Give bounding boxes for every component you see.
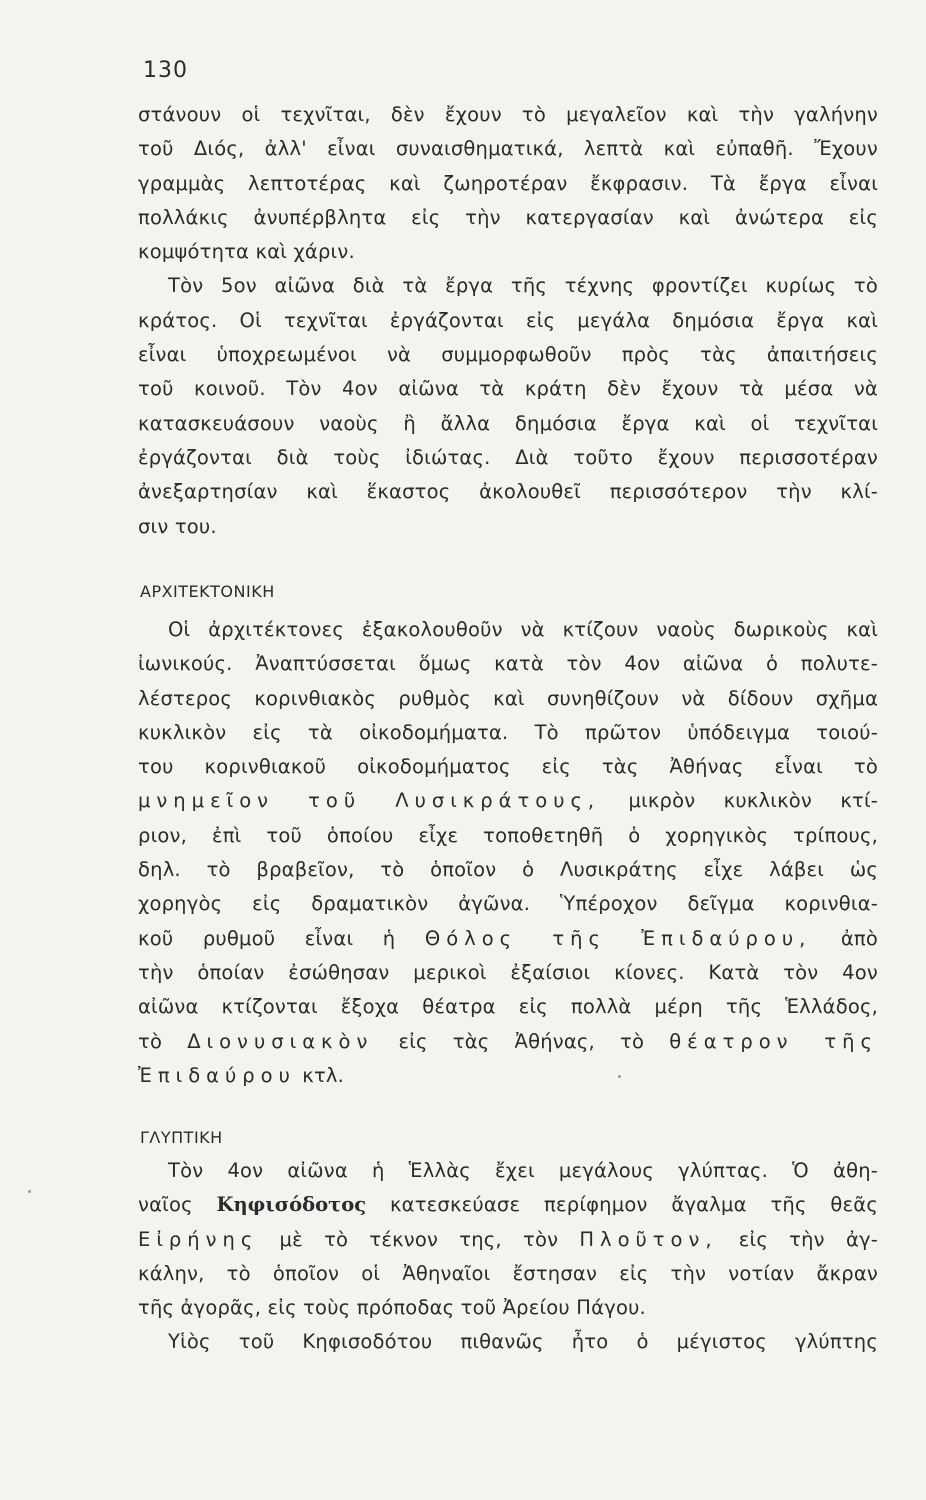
paragraph-block-1 [138,98,878,544]
text-line: κράτος. Οἱ τεχνῖται ἐργάζονται εἰς μεγάλα δημόσια ἔργα καὶ [138,308,878,332]
text-line: γραμμὰς λεπτοτέρας καὶ ζωηροτέραν ἔκφρασιν. Τὰ ἔργα εἶναι [138,171,878,195]
section-heading-sculpture: ΓΛΥΠΤΙΚΗ [140,1128,223,1147]
text-line: ἰωνικούς. Ἀναπτύσσεται ὅμως κατὰ τὸν 4ον αἰῶνα ὁ πολυτε- [138,652,878,676]
text-fragment: κτλ. [295,1063,345,1087]
paper-speck [618,1075,621,1078]
spaced-term: Θόλος τῆς Ἐπιδαύρου, [424,926,812,950]
paragraph-block-2 [138,613,878,1093]
spaced-term: Εἰρήνης [138,1227,259,1251]
page-number: 130 [143,58,188,83]
text-line: ἐργάζονται διὰ τοὺς ἰδιώτας. Διὰ τοῦτο ἔχουν περισσοτέραν [138,445,878,469]
text-fragment: ἀπὸ [811,926,878,950]
text-line: Τὸν 4ον αἰῶνα ἡ Ἑλλὰς ἔχει μεγάλους γλύπτας. Ὁ ἀθη- [168,1159,878,1182]
text-line [138,922,878,956]
text-line: του κορινθιακοῦ οἰκοδομήματος εἰς τὰς Ἀθήνας εἶναι τὸ [138,755,878,779]
text-line: κάλην, τὸ ὁποῖον οἱ Ἀθηναῖοι ἔστησαν εἰς τὴν νοτίαν ἄκραν [138,1261,878,1285]
text-line: αἰῶνα κτίζονται ἔξοχα θέατρα εἰς πολλὰ μέρη τῆς Ἑλλάδος, [138,995,878,1019]
text-line: χορηγὸς εἰς δραματικὸν ἀγῶνα. Ὑπέροχον δεῖγμα κορινθια- [138,892,878,916]
text-line: δηλ. τὸ βραβεῖον, τὸ ὁποῖον ὁ Λυσικράτης εἶχε λάβει ὡς [138,858,878,882]
text-line: εἶναι ὑποχρεωμένοι νὰ συμμορφωθοῦν πρὸς τὰς ἀπαιτήσεις [138,343,878,367]
text-line: κομψότητα καὶ χάριν. [138,240,355,264]
spaced-term: Διονυσιακὸν [187,1029,374,1053]
text-line [138,1223,878,1257]
text-line [138,1025,878,1059]
section-heading-architecture: ΑΡΧΙΤΕΚΤΟΝΙΚΗ [140,582,275,601]
text-line: Οἱ ἀρχιτέκτονες ἐξακολουθοῦν νὰ κτίζουν ναοὺς δωρικοὺς καὶ [168,618,878,641]
text-fragment: εἰς τὰς Ἀθήνας, τὸ [373,1029,670,1053]
text-line: τοῦ Διός, ἀλλ' εἶναι συναισθηματικά, λεπτὰ καὶ εὐπαθῆ. Ἔχουν [138,137,878,161]
text-line: Υἱὸς τοῦ Κηφισοδότου πιθανῶς ἦτο ὁ μέγιστος γλύπτης [168,1330,878,1354]
text-line: σιν του. [138,514,217,538]
text-line: πολλάκις ἀνυπέρβλητα εἰς τὴν κατεργασίαν καὶ ἀνώτερα εἰς [138,205,878,229]
spaced-term: Πλοῦτον, [579,1227,718,1251]
text-line: ριον, ἐπὶ τοῦ ὁποίου εἶχε τοποθετηθῆ ὁ χορηγικὸς τρίπους, [138,823,878,847]
text-line: τὴν ὁποίαν ἐσώθησαν μερικοὶ ἐξαίσιοι κίονες. Κατὰ τὸν 4ον [138,960,878,984]
text-line: κατασκευάσουν ναοὺς ἢ ἄλλα δημόσια ἔργα καὶ οἱ τεχνῖται [138,411,878,435]
text-line: ἀνεξαρτησίαν καὶ ἕκαστος ἀκολουθεῖ περισσότερον τὴν κλί- [138,480,878,504]
text-line [138,784,878,818]
spaced-term: θέατρον τῆς [669,1029,878,1053]
text-line: τοῦ κοινοῦ. Τὸν 4ον αἰῶνα τὰ κράτη δὲν ἔχουν τὰ μέσα νὰ [138,377,878,401]
text-fragment: κατεσκεύασε περίφημον ἄγαλμα τῆς θεᾶς [366,1193,878,1217]
text-line: τῆς ἀγορᾶς, εἰς τοὺς πρόποδας τοῦ Ἀρείου Πάγου. [138,1296,646,1320]
text-line: στάνουν οἱ τεχνῖται, δὲν ἔχουν τὸ μεγαλεῖον καὶ τὴν γαλήνην [138,103,878,126]
text-line [138,1059,878,1093]
text-fragment: εἰς τὴν ἀγ- [717,1227,878,1251]
text-fragment: ναῖος [138,1193,217,1217]
text-line [138,1188,878,1222]
text-fragment: μικρὸν κυκλικὸν κτί- [600,789,878,813]
text-line: Τὸν 5ον αἰῶνα διὰ τὰ ἔργα τῆς τέχνης φροντίζει κυρίως τὸ [168,274,878,298]
text-fragment: κοῦ ρυθμοῦ εἶναι ἡ [138,926,425,950]
paper-speck [28,1190,31,1193]
bold-name: Κηφισόδοτος [216,1193,367,1217]
spaced-term: μνημεῖον τοῦ Λυσικράτους, [138,789,601,813]
text-fragment: μὲ τὸ τέκνον της, τὸν [258,1227,580,1251]
spaced-term: Ἐπιδαύρου [138,1063,296,1087]
text-line: λέστερος κορινθιακὸς ρυθμὸς καὶ συνηθίζουν νὰ δίδουν σχῆμα [138,686,878,710]
paragraph-block-3 [138,1154,878,1360]
text-line: κυκλικὸν εἰς τὰ οἰκοδομήματα. Τὸ πρῶτον ὑπόδειγμα τοιού- [138,720,878,744]
text-fragment: τὸ [138,1029,188,1053]
